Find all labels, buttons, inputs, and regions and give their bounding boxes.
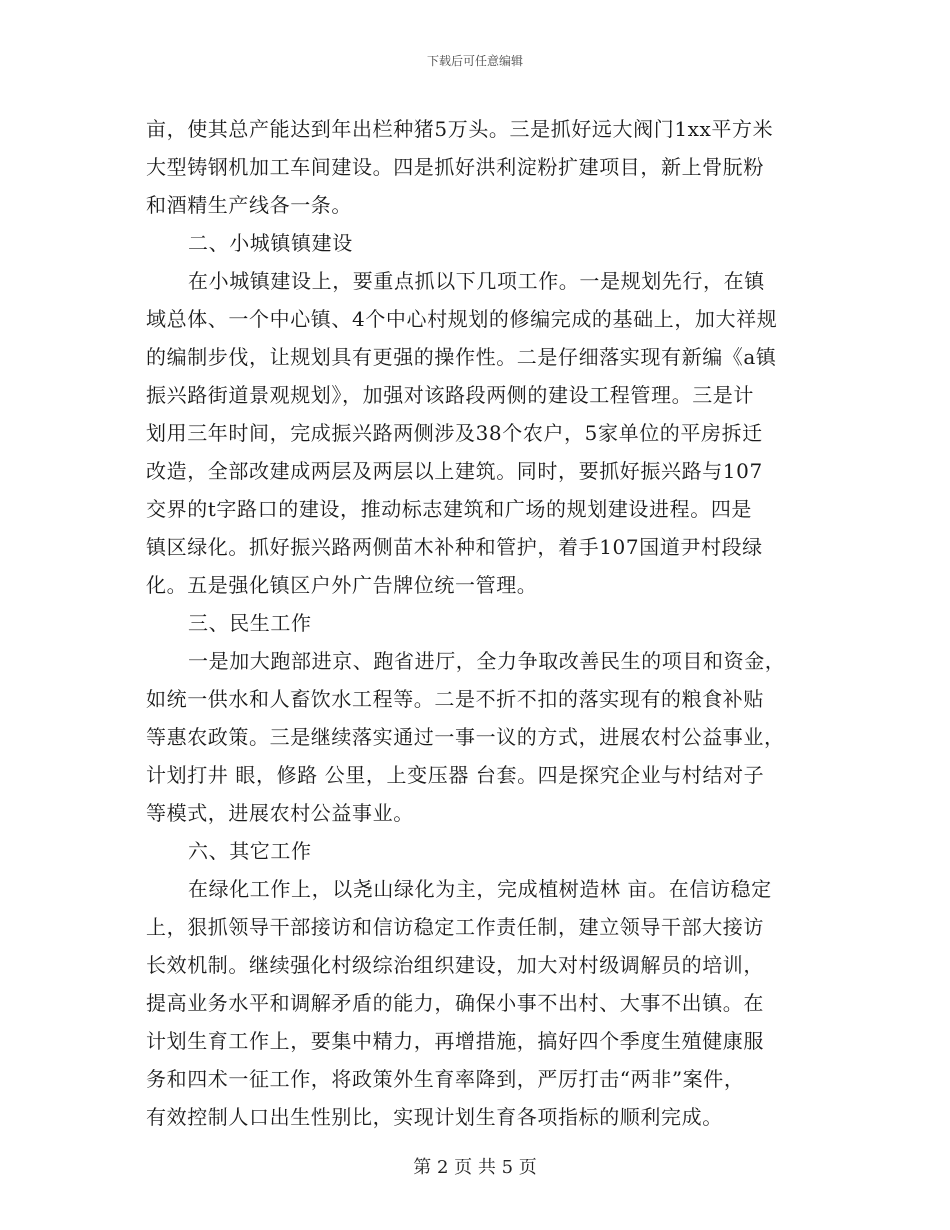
text-line: 提高业务水平和调解矛盾的能力，确保小事不出村、大事不出镇。在	[146, 991, 764, 1015]
text-line: 二、小城镇镇建设	[188, 231, 353, 255]
text-line: 有效控制人口出生性别比，实现计划生育各项指标的顺利完成。	[146, 1105, 723, 1129]
page-header: 下载后可任意编辑	[426, 54, 523, 68]
text-line: 长效机制。继续强化村级综治组织建设，加大对村级调解员的培训，	[146, 953, 764, 977]
text-line: 一是加大跑部进京、跑省进厅，全力争取改善民生的项目和资金，	[188, 649, 786, 673]
text-line: 域总体、一个中心镇、4个中心村规划的修编完成的基础上，加大祥规	[146, 307, 778, 331]
text-line: 等惠农政策。三是继续落实通过一事一议的方式，进展农村公益事业，	[146, 725, 785, 749]
text-line: 和酒精生产线各一条。	[146, 193, 352, 217]
text-line: 化。五是强化镇区户外广告牌位统一管理。	[146, 573, 538, 597]
text-line: 交界的t字路口的建设，推动标志建筑和广场的规划建设进程。四是	[146, 497, 753, 521]
text-line: 计划生育工作上，要集中精力，再增措施，搞好四个季度生殖健康服	[146, 1029, 764, 1053]
text-line: 镇区绿化。抓好振兴路两侧苗木补种和管护，着手107国道尹村段绿	[146, 535, 763, 559]
text-line: 改造，全部改建成两层及两层以上建筑。同时，要抓好振兴路与107	[146, 459, 763, 483]
text-line: 在绿化工作上，以尧山绿化为主，完成植树造林 亩。在信访稳定	[188, 877, 772, 901]
text-line: 在小城镇建设上，要重点抓以下几项工作。一是规划先行，在镇	[188, 269, 765, 293]
text-line: 大型铸钢机加工车间建设。四是抓好洪利淀粉扩建项目，新上骨朊粉	[146, 155, 764, 179]
text-line: 等模式，进展农村公益事业。	[146, 801, 414, 825]
document-body	[146, 110, 806, 1136]
text-line: 三、民生工作	[188, 611, 312, 635]
text-line: 划用三年时间，完成振兴路两侧涉及38个农户，5家单位的平房拆迁	[146, 421, 763, 445]
text-line: 上，狠抓领导干部接访和信访稳定工作责任制，建立领导干部大接访	[146, 915, 764, 939]
text-line: 如统一供水和人畜饮水工程等。二是不折不扣的落实现有的粮食补贴	[146, 687, 764, 711]
text-line: 亩，使其总产能达到年出栏种猪5万头。三是抓好远大阀门1xx平方米	[146, 117, 774, 141]
text-line: 振兴路街道景观规划》，加强对该路段两侧的建设工程管理。三是计	[146, 383, 754, 407]
page-number-footer: 第 2 页 共 5 页	[413, 1157, 537, 1178]
text-line: 计划打井 眼，修路 公里，上变压器 台套。四是探究企业与村结对子	[146, 763, 765, 787]
text-line: 六、其它工作	[188, 839, 312, 863]
text-line: 务和四术一征工作，将政策外生育率降到，严厉打击“两非”案件，	[146, 1067, 745, 1091]
text-line: 的编制步伐，让规划具有更强的操作性。二是仔细落实现有新编《a镇	[146, 345, 777, 369]
